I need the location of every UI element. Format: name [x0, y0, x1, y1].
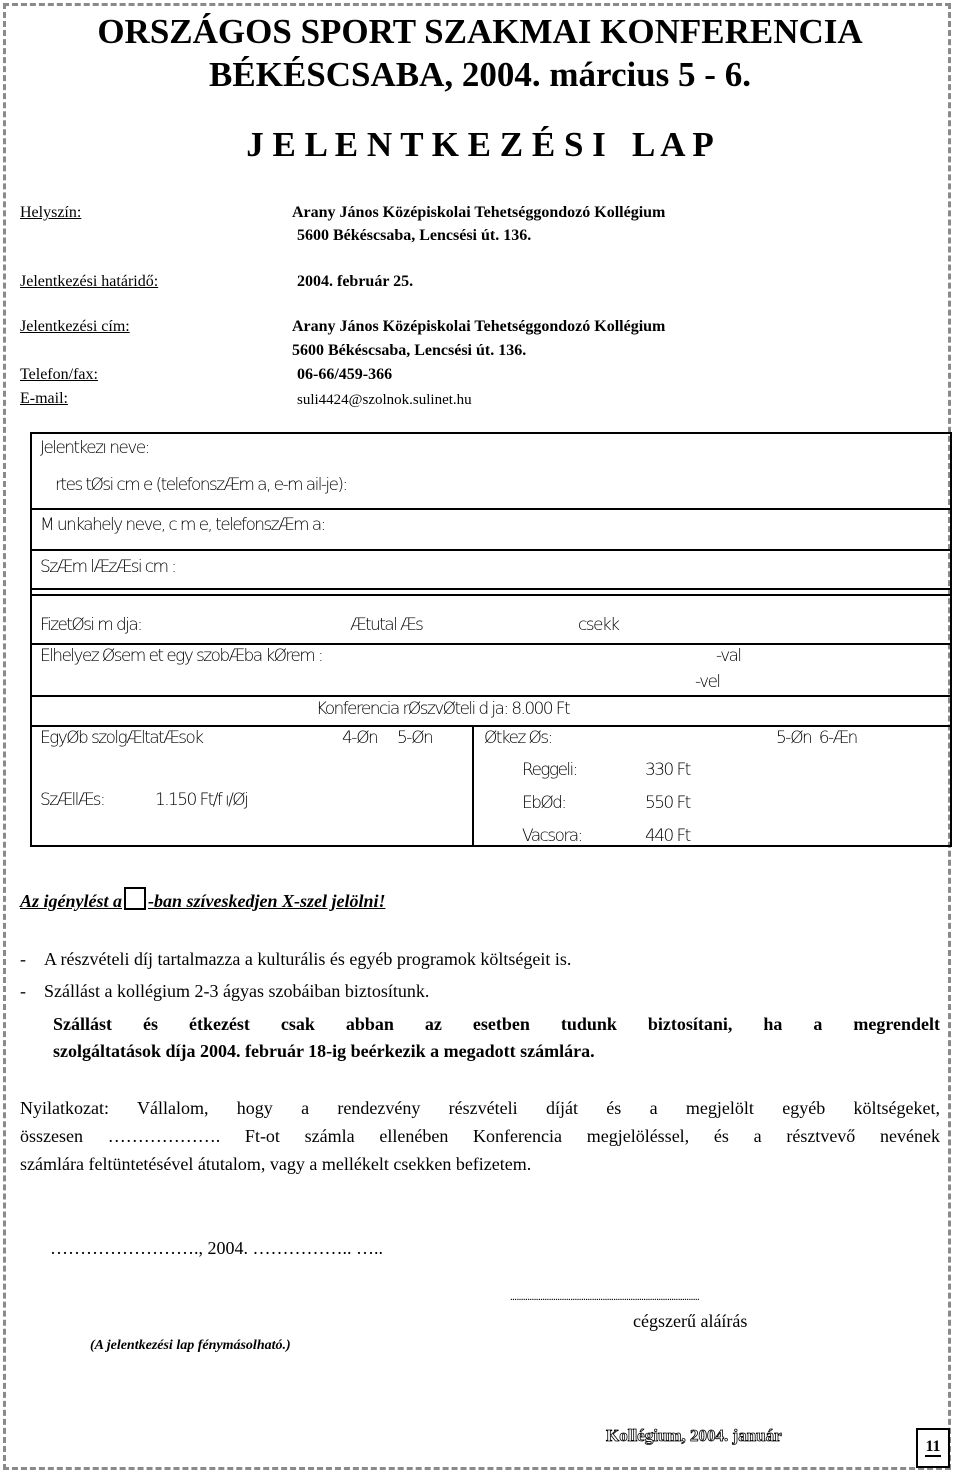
conference-fee: Konferencia rØszvØteli d ja: 8.000 Ft — [316, 699, 570, 719]
breakfast-label: Reggeli: — [522, 760, 577, 780]
conference-subtitle: BÉKÉSCSABA, 2004. március 5 - 6. — [209, 55, 751, 94]
room-with-1: -val — [716, 646, 741, 666]
bullet-1-text: A részvételi díj tartalmazza a kulturális és egyéb programok költségeit is. — [44, 949, 572, 969]
email-value: suli4424@szolnok.sulinet.hu — [297, 392, 472, 408]
location-label: Helyszín: — [20, 204, 82, 221]
date-line[interactable]: ……………………., 2004. …………….. ….. — [50, 1238, 383, 1258]
request-instruction-part1: Az igénylést a — [20, 891, 122, 911]
contact-field: rtes tØsi cm e (telefonszÆm a, e-m ail-je): — [55, 475, 347, 495]
signature-line[interactable]: ........................................................................................ — [510, 1291, 700, 1303]
billing-address-field: SzÆm lÆzÆsi cm : — [40, 557, 176, 577]
breakfast-price: 330 Ft — [645, 760, 690, 780]
room-request-label: Elhelyez Øsem et egy szobÆba kØrem : — [40, 646, 323, 666]
form-title: J E L E N T K E Z É S I L A P — [246, 125, 714, 164]
request-instruction — [20, 887, 386, 912]
meal-days: 5-Øn 6-Æn — [776, 728, 857, 748]
payment-method-label: FizetØsi m dja: — [40, 615, 142, 635]
photocopy-note: (A jelentkezési lap fénymásolható.) — [90, 1338, 291, 1353]
accommodation-price: 1.150 Ft/f ı/Øj — [155, 790, 248, 810]
room-with-2: -vel — [695, 672, 720, 692]
workplace-field: M unkahely neve, c m e, telefonszÆm a: — [40, 515, 325, 535]
checkbox-sample — [124, 887, 146, 910]
accommodation-label: SzÆllÆs: — [40, 790, 105, 810]
payment-condition-line1: Szállást és étkezést csak abban az esetben tudunk biztosítani, ha a megrendelt — [53, 1014, 940, 1034]
footer-text: Kollégium, 2004. január — [606, 1426, 782, 1445]
dinner-label: Vacsora: — [522, 826, 582, 846]
request-instruction-part2: -ban szíveskedjen X-szel jelölni! — [148, 891, 386, 911]
location-line2: 5600 Békéscsaba, Lencsési út. 136. — [297, 227, 532, 244]
lunch-label: EbØd: — [522, 793, 566, 813]
address-line2: 5600 Békéscsaba, Lencsési út. 136. — [292, 342, 527, 359]
service-day-5[interactable]: 5-Øn — [397, 728, 433, 748]
payment-option-check[interactable]: csekk — [578, 615, 619, 635]
applicant-name-field: Jelentkezı neve: — [40, 438, 149, 458]
deadline-value: 2004. február 25. — [297, 273, 414, 290]
phone-value: 06-66/459-366 — [297, 366, 393, 383]
signature-label: cégszerű aláírás — [633, 1311, 748, 1331]
phone-label: Telefon/fax: — [20, 366, 98, 383]
page-number: 11 — [925, 1438, 941, 1455]
address-label: Jelentkezési cím: — [20, 318, 130, 335]
payment-option-transfer[interactable]: Ætutal Æs — [350, 615, 423, 635]
dinner-price: 440 Ft — [645, 826, 690, 846]
declaration-line2: összesen ………………. Ft-ot számla ellenében Konferencia megjelöléssel, és a résztvevő nevének — [20, 1126, 940, 1146]
location-line1: Arany János Középiskolai Tehetséggondozó Kollégium — [292, 204, 666, 221]
page-number-box — [916, 1428, 950, 1468]
payment-condition-line2: szolgáltatások díja 2004. február 18-ig beérkezik a megadott számlára. — [53, 1041, 595, 1061]
declaration-line3: számlára feltüntetésével átutalom, vagy a mellékelt csekken befizetem. — [20, 1154, 532, 1174]
declaration-line1: Nyilatkozat: Vállalom, hogy a rendezvény részvételi díját és a megjelölt egyéb költségeket, — [20, 1098, 940, 1118]
other-services-label: EgyØb szolgÆltatÆsok — [40, 728, 203, 748]
service-day-4[interactable]: 4-Øn — [342, 728, 378, 748]
address-line1: Arany János Középiskolai Tehetséggondozó Kollégium — [292, 318, 666, 335]
email-label: E-mail: — [20, 390, 68, 407]
bullet-2-text: Szállást a kollégium 2-3 ágyas szobáiban biztosítunk. — [44, 981, 430, 1001]
bullet-1: - A részvételi díj tartalmazza a kulturális és egyéb programok költségeit is. — [20, 949, 572, 969]
conference-title: ORSZÁGOS SPORT SZAKMAI KONFERENCIA — [97, 12, 863, 51]
bullet-2: - Szállást a kollégium 2-3 ágyas szobáiban biztosítunk. — [20, 981, 430, 1001]
lunch-price: 550 Ft — [645, 793, 690, 813]
deadline-label: Jelentkezési határidő: — [20, 273, 159, 290]
meals-label: Øtkez Øs: — [484, 728, 552, 748]
